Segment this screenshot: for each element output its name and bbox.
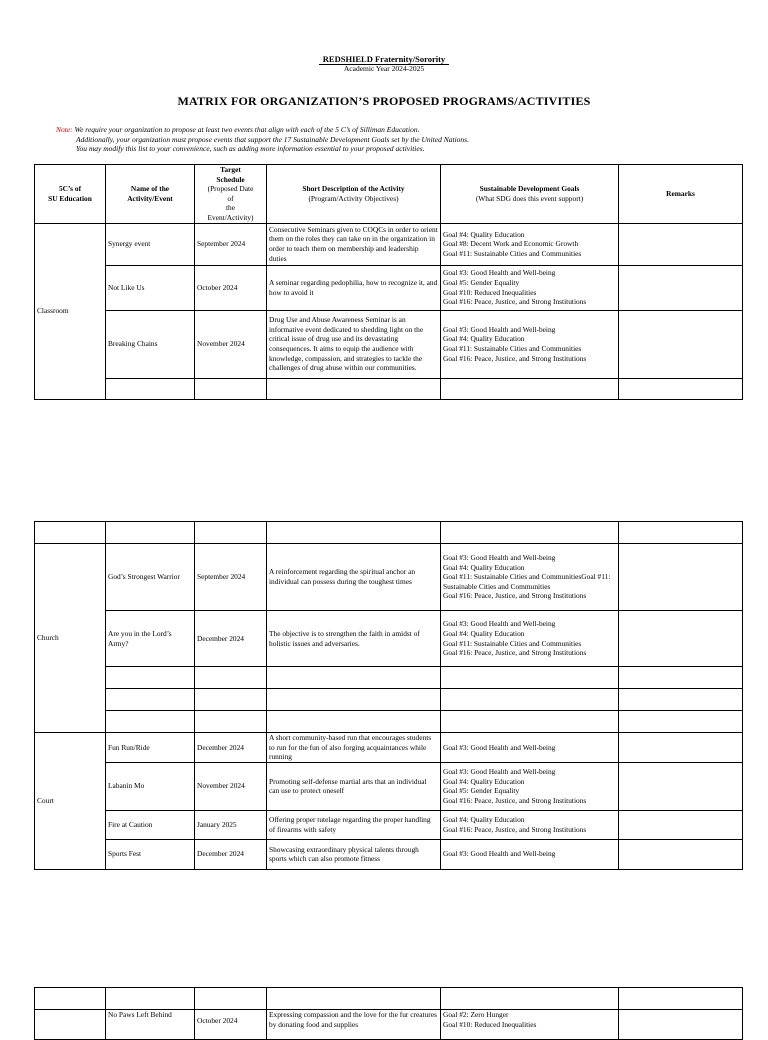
- table-row: [35, 265, 743, 310]
- note-line-3: You may modify this list to your convenience, such as adding more information essential to your proposed activities.: [76, 144, 425, 153]
- empty-row: [35, 689, 743, 711]
- activity-description: Showcasing extraordinary physical talents through sports which can also promote fitness: [267, 839, 441, 869]
- activity-description: The objective is to strengthen the faith in amidst of holistic issues and adversaries.: [267, 611, 441, 667]
- activity-description: A short community-based run that encourages students to run for the fun of also forging acquaintances while running: [267, 733, 441, 763]
- remarks-cell: [619, 310, 743, 378]
- activity-name: Not Like Us: [106, 265, 195, 310]
- activity-name: Are you in the Lord’s Army?: [106, 611, 195, 667]
- activity-date: September 2024: [195, 223, 267, 265]
- empty-row: [35, 378, 743, 399]
- activity-description: Consecutive Seminars given to COQCs in order to orient them on the roles they can take on in the organization in order to teach them on membership and leadership duties: [267, 223, 441, 265]
- table-row: [35, 733, 743, 763]
- table-row: [35, 310, 743, 378]
- sdg-list: Goal #3: Good Health and Well-being Goal #5: Gender Equality Goal #10: Reduced Inequalities Goal #16: Peace, Justice, and Strong Institutions: [441, 265, 619, 310]
- activity-description: A seminar regarding pedophilia, how to recognize it, and how to avoid it: [267, 265, 441, 310]
- sdg-list: Goal #3: Good Health and Well-being Goal #4: Quality Education Goal #11: Sustainable Cities and CommunitiesGoal #11: Sustainable Cities and Communities Goal #16: Peace, Justice, and Strong Institutions: [441, 544, 619, 611]
- matrix-table-page-1: [34, 164, 743, 400]
- remarks-cell: [619, 223, 743, 265]
- matrix-table-page-3: [34, 987, 743, 1040]
- table-row: [35, 611, 743, 667]
- activity-date: September 2024: [195, 544, 267, 611]
- document-title: MATRIX FOR ORGANIZATION’S PROPOSED PROGRAMS/ACTIVITIES: [177, 94, 591, 108]
- col-5cs: 5C’s of SU Education: [35, 165, 106, 224]
- sdg-list: Goal #4: Quality Education Goal #16: Peace, Justice, and Strong Institutions: [441, 810, 619, 839]
- activity-name: God’s Strongest Warrior: [106, 544, 195, 611]
- activity-date: November 2024: [195, 310, 267, 378]
- activity-name: Labanin Mo: [106, 762, 195, 810]
- empty-row: [35, 667, 743, 689]
- remarks-cell: [619, 611, 743, 667]
- note-line-2: Additionally, your organization must propose events that support the 17 Sustainable Development Goals set by the United Nations.: [76, 134, 469, 144]
- activity-name: Synergy event: [106, 223, 195, 265]
- org-name: REDSHIELD Fraternity/Sorority: [0, 54, 768, 65]
- col-description: Short Description of the Activity (Program/Activity Objectives): [267, 165, 441, 224]
- table-row: [35, 762, 743, 810]
- activity-date: December 2024: [195, 611, 267, 667]
- table-row: [35, 810, 743, 839]
- activity-date: October 2024: [195, 265, 267, 310]
- activity-name: Breaking Chains: [106, 310, 195, 378]
- academic-year: Academic Year 2024-2025: [343, 64, 425, 73]
- col-schedule: Target Schedule (Proposed Date of the Event/Activity): [195, 165, 267, 224]
- matrix-table-page-2: [34, 521, 743, 870]
- sdg-list: Goal #3: Good Health and Well-being Goal #4: Quality Education Goal #11: Sustainable Cities and Communities Goal #16: Peace, Justice, and Strong Institutions: [441, 310, 619, 378]
- col-remarks: Remarks: [619, 165, 743, 224]
- table-row: [35, 544, 743, 611]
- note-label: Note:: [56, 125, 73, 134]
- activity-description: A reinforcement regarding the spiritual anchor an individual can possess during the toughest times: [267, 544, 441, 611]
- note-block: [56, 125, 469, 154]
- category-cell: Court: [35, 733, 106, 870]
- sdg-list: Goal #3: Good Health and Well-being: [441, 733, 619, 763]
- remarks-cell: [619, 762, 743, 810]
- category-cell: [35, 1010, 106, 1040]
- activity-date: December 2024: [195, 733, 267, 763]
- remarks-cell: [619, 1010, 743, 1040]
- sdg-list: Goal #3: Good Health and Well-being Goal #4: Quality Education Goal #5: Gender Equality Goal #16: Peace, Justice, and Strong Institutions: [441, 762, 619, 810]
- sdg-list: Goal #4: Quality Education Goal #8: Decent Work and Economic Growth Goal #11: Sustainable Cities and Communities: [441, 223, 619, 265]
- activity-description: Promoting self-defense martial arts that an individual can use to protect oneself: [267, 762, 441, 810]
- activity-name: Fun Run/Ride: [106, 733, 195, 763]
- table-row: [35, 1010, 743, 1040]
- remarks-cell: [619, 839, 743, 869]
- sdg-list: Goal #3: Good Health and Well-being Goal #4: Quality Education Goal #11: Sustainable Cities and Communities Goal #16: Peace, Justice, and Strong Institutions: [441, 611, 619, 667]
- activity-date: January 2025: [195, 810, 267, 839]
- empty-row: [35, 988, 743, 1010]
- empty-row: [35, 711, 743, 733]
- remarks-cell: [619, 265, 743, 310]
- note-line-1: We require your organization to propose at least two events that align with each of the 5 C’s of Silliman Education.: [74, 125, 420, 134]
- activity-description: Offering proper tutelage regarding the proper handling of firearms with safety: [267, 810, 441, 839]
- activity-name: No Paws Left Behind: [106, 1010, 195, 1040]
- remarks-cell: [619, 733, 743, 763]
- col-sdg: Sustainable Development Goals (What SDG does this event support): [441, 165, 619, 224]
- empty-row: [35, 522, 743, 544]
- remarks-cell: [619, 544, 743, 611]
- header-row: [35, 165, 743, 224]
- table-row: [35, 839, 743, 869]
- activity-date: November 2024: [195, 762, 267, 810]
- activity-description: Drug Use and Abuse Awareness Seminar is an informative event dedicated to shedding light on the critical issue of drug use and its devastating consequences. It aims to equip the audience with knowledge, compassion, and strategies to tackle the challenges of drug abuse within our communities.: [267, 310, 441, 378]
- activity-name: Fire at Caution: [106, 810, 195, 839]
- category-cell: Classroom: [35, 223, 106, 399]
- activity-description: Expressing compassion and the love for the fur creatures by donating food and supplies: [267, 1010, 441, 1040]
- sdg-list: Goal #3: Good Health and Well-being: [441, 839, 619, 869]
- table-row: [35, 223, 743, 265]
- activity-date: December 2024: [195, 839, 267, 869]
- activity-date: October 2024: [195, 1010, 267, 1040]
- remarks-cell: [619, 810, 743, 839]
- activity-name: Sports Fest: [106, 839, 195, 869]
- sdg-list: Goal #2: Zero Hunger Goal #10: Reduced Inequalities: [441, 1010, 619, 1040]
- col-activity-name: Name of the Activity/Event: [106, 165, 195, 224]
- category-cell: Church: [35, 544, 106, 733]
